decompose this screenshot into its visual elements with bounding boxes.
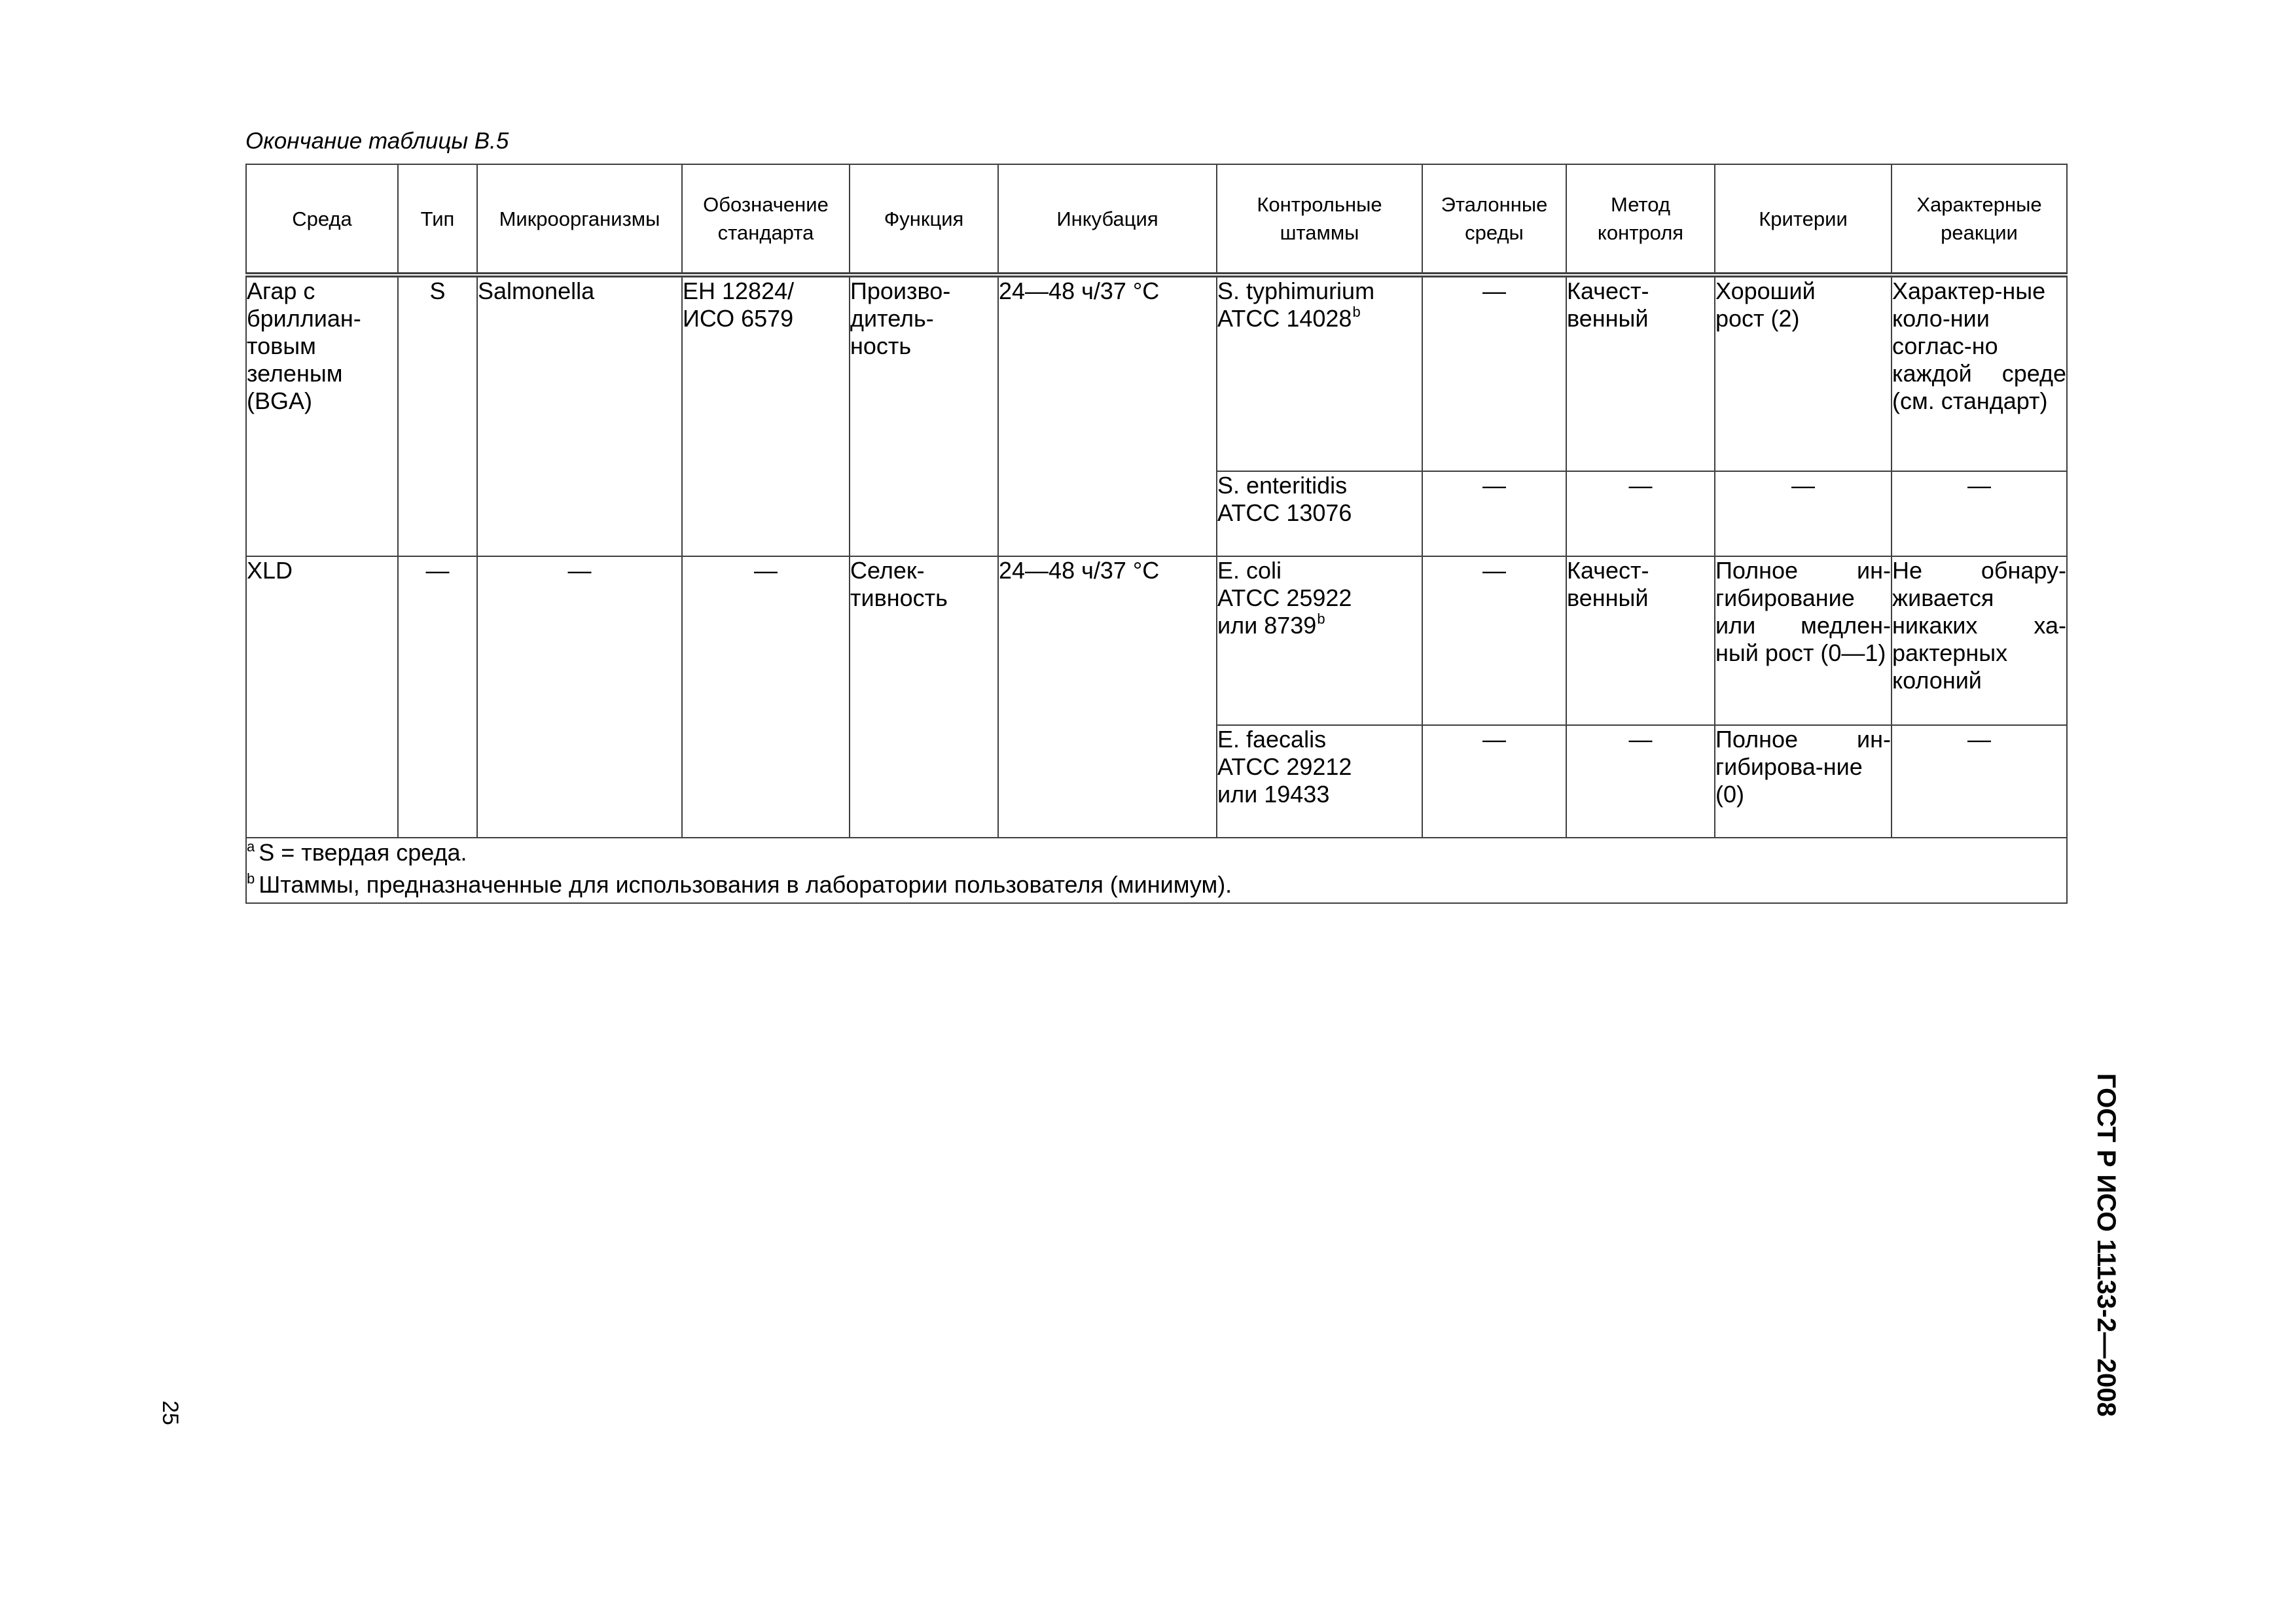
- header-microorganisms: Микроорганизмы: [477, 164, 682, 275]
- cell-function: Произво- дитель- ность: [850, 275, 998, 556]
- table-row: [246, 556, 2067, 725]
- cell-microorganisms: —: [477, 556, 682, 838]
- document-designation-text: ГОСТ Р ИСО 11133-2—2008: [2092, 1073, 2121, 1417]
- cell-incubation: 24—48 ч/37 °C: [998, 556, 1217, 838]
- cell-strain: [1217, 275, 1422, 471]
- cell-medium: XLD: [246, 556, 398, 838]
- table-footnotes: [246, 838, 2067, 903]
- media-table: [245, 164, 2068, 904]
- header-reference-media: Эталонные среды: [1422, 164, 1566, 275]
- cell-type: —: [398, 556, 477, 838]
- cell-reference-media: —: [1422, 471, 1566, 556]
- cell-reactions: Характер-ные коло-нии соглас-но каждой среде (см. стандарт): [1892, 275, 2067, 471]
- footnote-mark: b: [247, 870, 255, 887]
- header-type: Тип: [398, 164, 477, 275]
- footnotes-row: [246, 838, 2067, 903]
- cell-microorganisms: Salmonella: [477, 275, 682, 556]
- footnote-text: S = твердая среда.: [259, 839, 467, 866]
- cell-criteria: Полное ин-гибирова-ние (0): [1715, 725, 1892, 838]
- header-reactions: Характерные реакции: [1892, 164, 2067, 275]
- document-designation: [2092, 1073, 2153, 1440]
- header-medium: Среда: [246, 164, 398, 275]
- cell-criteria: Полное ин-гибирование или медлен-ный рост (0—1): [1715, 556, 1892, 725]
- cell-strain: [1217, 556, 1422, 725]
- cell-method: —: [1566, 471, 1715, 556]
- cell-criteria: Хороший рост (2): [1715, 275, 1892, 471]
- page-number-text: 25: [158, 1400, 183, 1425]
- footnote-mark: a: [247, 838, 255, 855]
- header-incubation: Инкубация: [998, 164, 1217, 275]
- cell-reference-media: —: [1422, 556, 1566, 725]
- cell-reference-media: —: [1422, 275, 1566, 471]
- cell-reactions: —: [1892, 725, 2067, 838]
- footnote: [247, 838, 2066, 870]
- page-number: [158, 1400, 207, 1440]
- cell-strain: S. enteritidis ATCC 13076: [1217, 471, 1422, 556]
- cell-standard: —: [682, 556, 850, 838]
- footnote-mark: b: [1352, 304, 1361, 320]
- table-caption: Окончание таблицы В.5: [245, 128, 509, 154]
- footnote-text: Штаммы, предназначенные для использования в лаборатории пользователя (минимум).: [259, 871, 1232, 898]
- table-row: [246, 275, 2067, 471]
- cell-criteria: —: [1715, 471, 1892, 556]
- footnote-mark: b: [1317, 611, 1325, 627]
- header-row: [246, 164, 2067, 275]
- header-control-strains: Контрольные штаммы: [1217, 164, 1422, 275]
- cell-method: Качест- венный: [1566, 556, 1715, 725]
- cell-function: Селек- тивность: [850, 556, 998, 838]
- header-standard: Обозначение стандарта: [682, 164, 850, 275]
- strain-name: S. typhimurium ATCC 14028: [1217, 277, 1375, 332]
- cell-strain: E. faecalis ATCC 29212 или 19433: [1217, 725, 1422, 838]
- cell-reactions: Не обнару-живается никаких ха-рактерных колоний: [1892, 556, 2067, 725]
- strain-name: E. coli ATCC 25922 или 8739: [1217, 557, 1352, 639]
- header-function: Функция: [850, 164, 998, 275]
- cell-method: —: [1566, 725, 1715, 838]
- header-criteria: Критерии: [1715, 164, 1892, 275]
- cell-medium: Агар с бриллиан- товым зеленым (BGA): [246, 275, 398, 556]
- cell-incubation: 24—48 ч/37 °C: [998, 275, 1217, 556]
- cell-reference-media: —: [1422, 725, 1566, 838]
- cell-method: Качест- венный: [1566, 275, 1715, 471]
- header-control-method: Метод контроля: [1566, 164, 1715, 275]
- cell-reactions: —: [1892, 471, 2067, 556]
- footnote: [247, 870, 2066, 902]
- cell-type: S: [398, 275, 477, 556]
- cell-standard: ЕН 12824/ ИСО 6579: [682, 275, 850, 556]
